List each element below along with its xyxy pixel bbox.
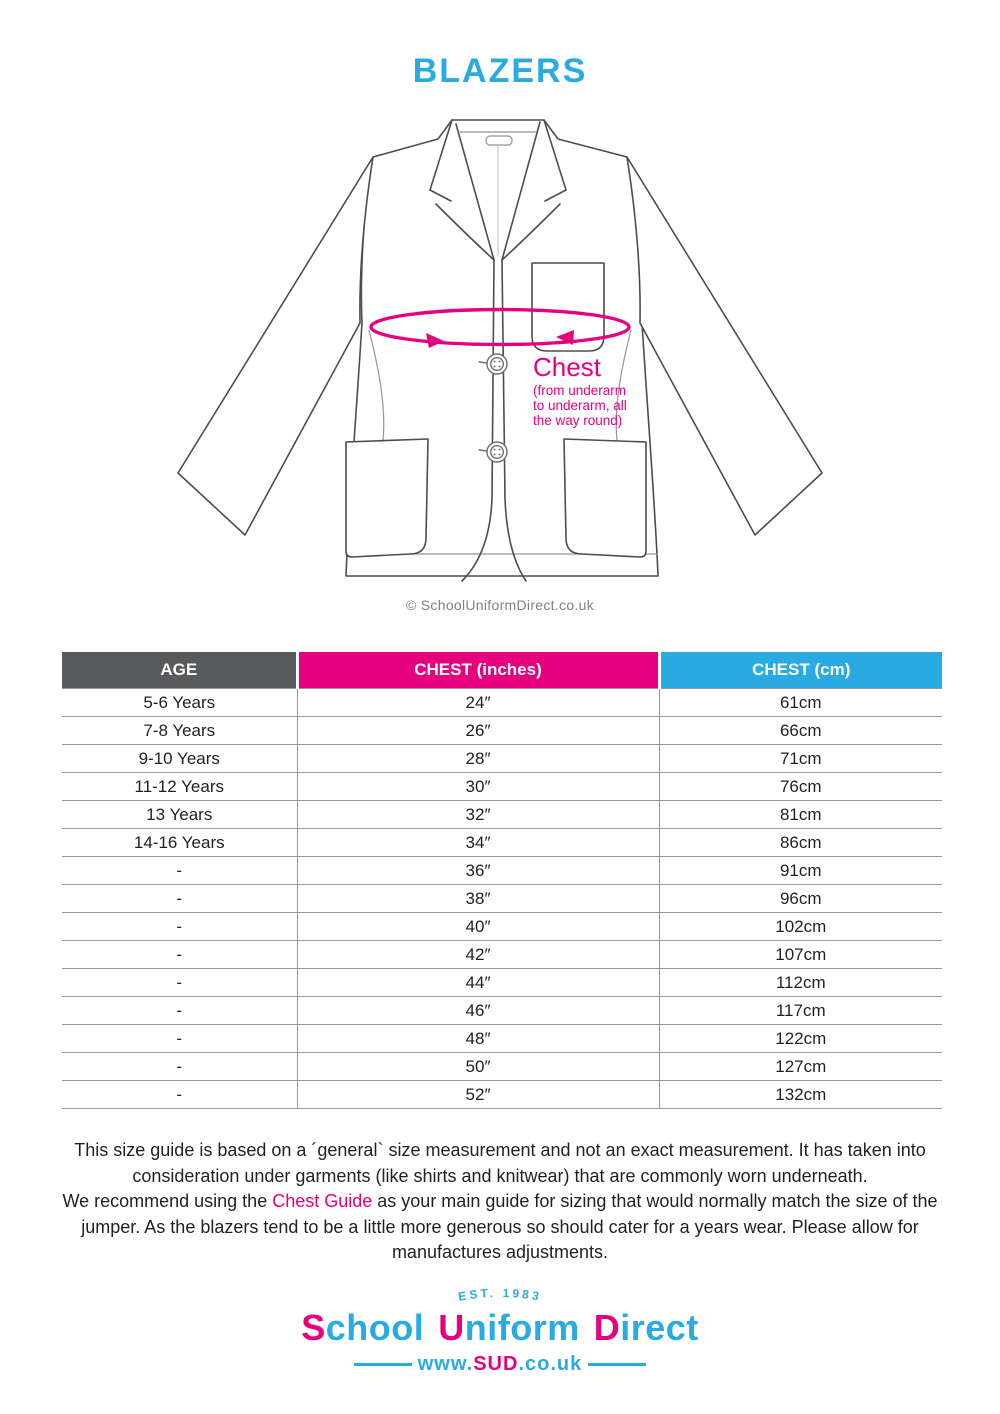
age-cell: 14-16 Years <box>62 829 297 857</box>
chest-inches-cell: 38″ <box>297 885 659 913</box>
table-row <box>62 857 942 885</box>
chest-cm-cell: 76cm <box>659 773 942 801</box>
table-row <box>62 1081 942 1109</box>
chest-cm-cell: 127cm <box>659 1053 942 1081</box>
svg-text:EST. 1983 <box>457 1286 543 1304</box>
chest-cm-cell: 86cm <box>659 829 942 857</box>
chest-inches-cell: 32″ <box>297 801 659 829</box>
url-dash-right <box>588 1363 646 1366</box>
age-cell: - <box>62 997 297 1025</box>
notes-paragraph-1: This size guide is based on a ´general` size measurement and not an exact measurement. It has taken into consideration under garments (like shirts and knitwear) that are commonly worn underneath. <box>74 1140 926 1186</box>
age-cell: 11-12 Years <box>62 773 297 801</box>
chest-sub-line-2: to underarm, all <box>533 398 627 413</box>
copyright-text: © SchoolUniformDirect.co.uk <box>405 597 595 613</box>
chest-cm-cell: 71cm <box>659 745 942 773</box>
age-cell: - <box>62 969 297 997</box>
table-row <box>62 773 942 801</box>
chest-inches-cell: 36″ <box>297 857 659 885</box>
url-tld: .co.uk <box>518 1353 583 1375</box>
chest-cm-cell: 66cm <box>659 717 942 745</box>
chest-cm-cell: 132cm <box>659 1081 942 1109</box>
logo-rest: niform <box>464 1307 580 1348</box>
chest-inches-cell: 48″ <box>297 1025 659 1053</box>
age-cell: 5-6 Years <box>62 689 297 717</box>
chest-inches-cell: 26″ <box>297 717 659 745</box>
left-patch-pocket <box>346 439 428 557</box>
age-cell: 9-10 Years <box>62 745 297 773</box>
logo-rest: chool <box>325 1307 425 1348</box>
notes-paragraph-2 <box>50 1189 950 1266</box>
table-row <box>62 969 942 997</box>
size-table <box>62 652 942 1109</box>
logo-rest: irect <box>620 1307 699 1348</box>
age-cell: - <box>62 857 297 885</box>
brand-logo <box>0 1282 1000 1374</box>
logo-url <box>0 1354 1000 1374</box>
chest-inches-cell: 42″ <box>297 941 659 969</box>
chest-sub-line-3: the way round) <box>533 413 623 428</box>
chest-sub-line-1: (from underarm <box>533 383 627 398</box>
url-www: www. <box>417 1353 474 1375</box>
logo-initial: D <box>593 1307 621 1348</box>
blazer-illustration <box>170 108 830 608</box>
header-age: AGE <box>62 652 297 689</box>
table-body <box>62 689 942 1109</box>
age-cell: - <box>62 1025 297 1053</box>
logo-word-direct <box>593 1307 699 1348</box>
table-row <box>62 745 942 773</box>
left-sleeve <box>178 157 373 535</box>
table-row <box>62 1025 942 1053</box>
chest-cm-cell: 122cm <box>659 1025 942 1053</box>
blazer-diagram <box>170 108 830 608</box>
notes-p2-after: as your main guide for sizing that would normally match the size of the jumper. As the blazers tend to be a little more generous so should cater for a years wear. Please allow for manufactures adjustments. <box>81 1191 938 1263</box>
chest-cm-cell: 102cm <box>659 913 942 941</box>
table-row <box>62 1053 942 1081</box>
chest-inches-cell: 28″ <box>297 745 659 773</box>
chest-cm-cell: 61cm <box>659 689 942 717</box>
chest-label: Chest <box>533 352 601 382</box>
table-header-row <box>62 652 942 689</box>
table-row <box>62 717 942 745</box>
hanger-loop <box>486 136 512 145</box>
age-cell: - <box>62 1053 297 1081</box>
chest-inches-cell: 52″ <box>297 1081 659 1109</box>
chest-inches-cell: 30″ <box>297 773 659 801</box>
notes-p2-before: We recommend using the <box>62 1191 273 1212</box>
url-dash-left <box>354 1363 412 1366</box>
chest-guide-link[interactable]: Chest Guide <box>272 1191 373 1212</box>
table-row <box>62 689 942 717</box>
logo-initial: U <box>438 1307 465 1348</box>
age-cell: - <box>62 1081 297 1109</box>
header-chest-inches: CHEST (inches) <box>297 652 659 689</box>
chest-cm-cell: 91cm <box>659 857 942 885</box>
right-sleeve <box>627 157 822 535</box>
logo-word-school <box>301 1307 425 1348</box>
chest-inches-cell: 24″ <box>297 689 659 717</box>
est-1983-text: EST. 1983 <box>457 1285 543 1304</box>
right-patch-pocket <box>564 439 646 557</box>
age-cell: 13 Years <box>62 801 297 829</box>
logo-initial: S <box>301 1307 326 1348</box>
chest-cm-cell: 117cm <box>659 997 942 1025</box>
chest-cm-cell: 96cm <box>659 885 942 913</box>
age-cell: 7-8 Years <box>62 717 297 745</box>
chest-cm-cell: 107cm <box>659 941 942 969</box>
chest-inches-cell: 34″ <box>297 829 659 857</box>
url-sud: SUD <box>473 1353 519 1375</box>
chest-cm-cell: 112cm <box>659 969 942 997</box>
table-row <box>62 829 942 857</box>
logo-wordmark <box>0 1307 1000 1348</box>
chest-inches-cell: 50″ <box>297 1053 659 1081</box>
chest-inches-cell: 40″ <box>297 913 659 941</box>
age-cell: - <box>62 913 297 941</box>
chest-cm-cell: 81cm <box>659 801 942 829</box>
header-chest-cm: CHEST (cm) <box>659 652 942 689</box>
table-row <box>62 997 942 1025</box>
chest-inches-cell: 44″ <box>297 969 659 997</box>
table-row <box>62 801 942 829</box>
logo-word-uniform <box>438 1307 580 1348</box>
chest-inches-cell: 46″ <box>297 997 659 1025</box>
table-row <box>62 913 942 941</box>
size-guide-notes <box>50 1138 950 1266</box>
age-cell: - <box>62 941 297 969</box>
table-row <box>62 941 942 969</box>
age-cell: - <box>62 885 297 913</box>
table-row <box>62 885 942 913</box>
page-title: BLAZERS <box>412 52 588 90</box>
